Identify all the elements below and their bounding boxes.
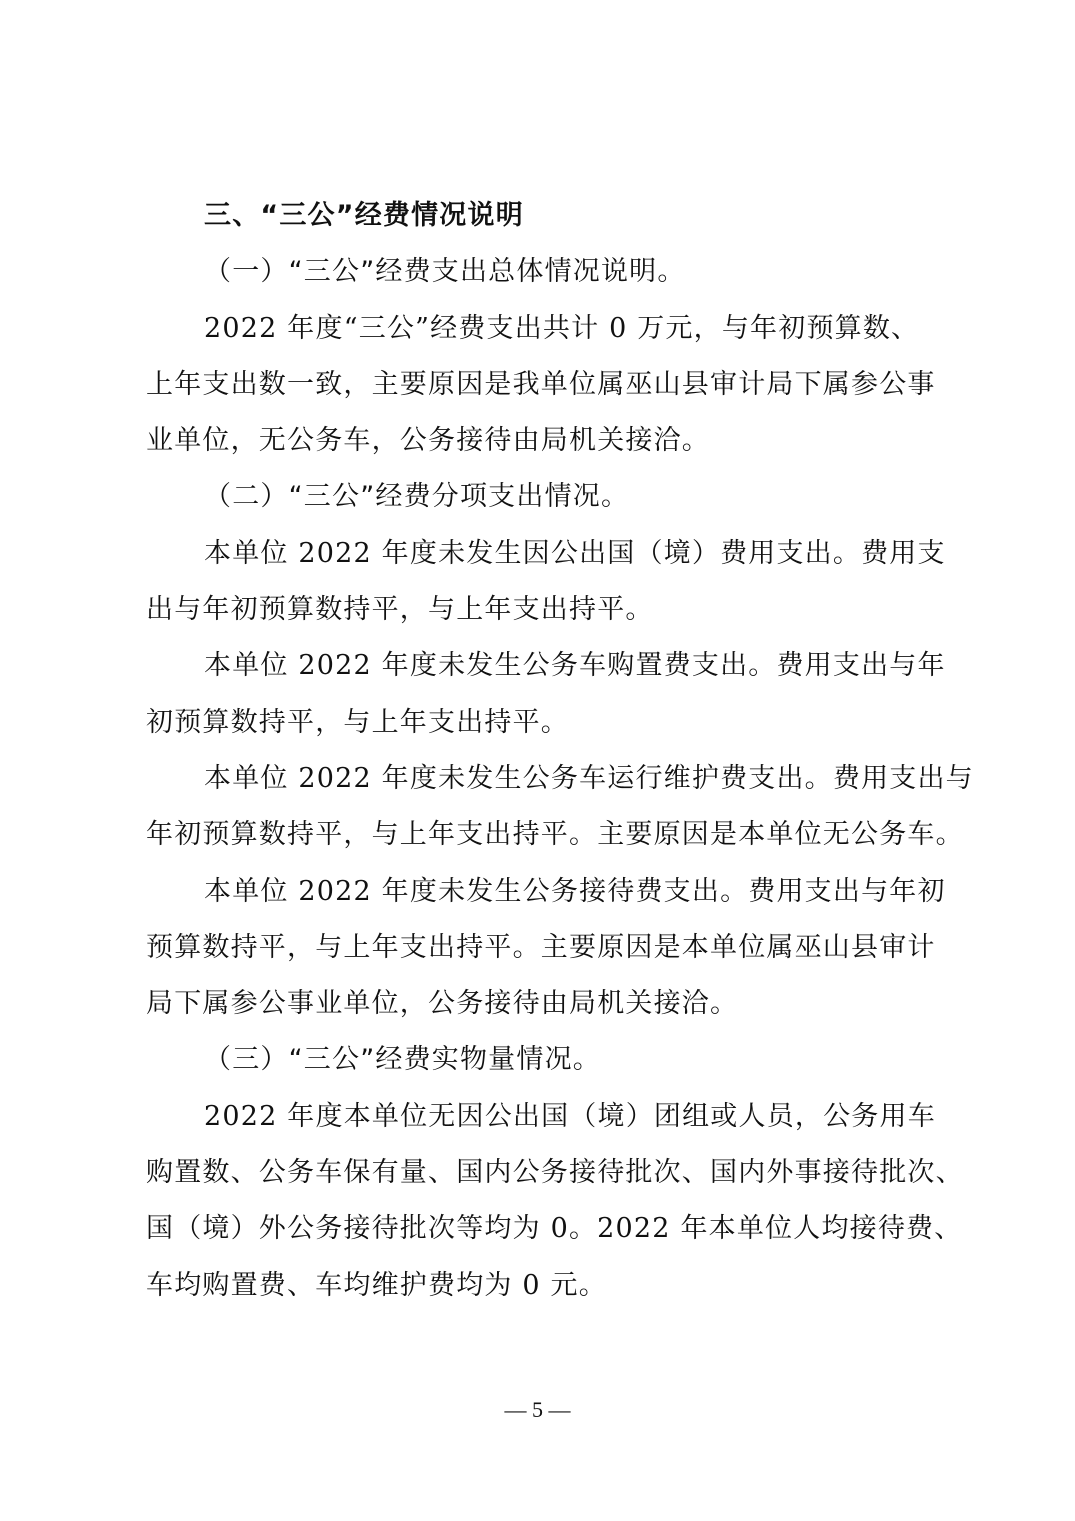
paragraph-6-line-3: 国（境）外公务接待批次等均为 0。2022 年本单位人均接待费、 <box>146 1213 963 1245</box>
paragraph-6-line-2: 购置数、公务车保有量、国内公务接待批次、国内外事接待批次、 <box>146 1157 964 1189</box>
subsection-heading-3: （三）“三公”经费实物量情况。 <box>204 1044 601 1076</box>
paragraph-4-line-2: 年初预算数持平，与上年支出持平。主要原因是本单位无公务车。 <box>146 819 964 851</box>
paragraph-1-line-1: 2022 年度“三公”经费支出共计 0 万元，与年初预算数、 <box>204 312 920 344</box>
paragraph-2-line-2: 出与年初预算数持平，与上年支出持平。 <box>146 594 654 626</box>
subsection-heading-1: （一）“三公”经费支出总体情况说明。 <box>204 256 686 288</box>
paragraph-1-line-3: 业单位，无公务车，公务接待由局机关接洽。 <box>146 425 710 457</box>
subsection-heading-2: （二）“三公”经费分项支出情况。 <box>204 481 630 513</box>
paragraph-4-line-1: 本单位 2022 年度未发生公务车运行维护费支出。费用支出与 <box>204 762 974 794</box>
paragraph-6-line-1: 2022 年度本单位无因公出国（境）团组或人员，公务用车 <box>204 1100 936 1132</box>
paragraph-5-line-1: 本单位 2022 年度未发生公务接待费支出。费用支出与年初 <box>204 875 946 907</box>
document-body <box>146 188 974 1314</box>
page-number: — 5 — <box>504 1397 571 1422</box>
paragraph-5-line-3: 局下属参公事业单位，公务接待由局机关接洽。 <box>146 988 739 1020</box>
paragraph-5-line-2: 预算数持平，与上年支出持平。主要原因是本单位属巫山县审计 <box>146 931 936 963</box>
paragraph-3-line-1: 本单位 2022 年度未发生公务车购置费支出。费用支出与年 <box>204 650 946 682</box>
paragraph-2-line-1: 本单位 2022 年度未发生因公出国（境）费用支出。费用支 <box>204 537 946 569</box>
section-heading: 三、“三公”经费情况说明 <box>204 200 524 231</box>
paragraph-6-line-4: 车均购置费、车均维护费均为 0 元。 <box>146 1269 607 1301</box>
paragraph-3-line-2: 初预算数持平，与上年支出持平。 <box>146 706 569 738</box>
paragraph-1-line-2: 上年支出数一致，主要原因是我单位属巫山县审计局下属参公事 <box>146 368 936 400</box>
